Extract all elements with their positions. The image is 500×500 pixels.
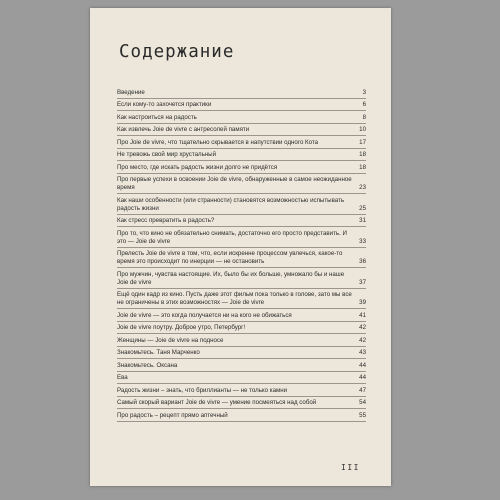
toc-entry [117,248,366,269]
toc-entry-page: 47 [359,386,366,394]
toc-entry [117,99,366,112]
toc-entry-title: Самый скорый вариант Joie de vivre — умение посмеяться над собой [117,399,317,406]
toc-entry-page: 10 [359,126,366,133]
toc-entry-title: Радость жизни – знать, что бриллианты — не только камни [117,386,288,394]
toc-entry [117,409,366,422]
toc-entry-page: 33 [359,237,366,245]
toc-entry-page: 39 [359,299,366,306]
table-of-contents [117,86,366,422]
toc-entry-page: 3 [362,88,366,96]
toc-entry-page: 54 [359,399,366,406]
toc-entry-page: 42 [359,336,366,344]
toc-entry-title: Как настроиться на радость [117,113,197,121]
toc-entry-page: 8 [362,113,366,121]
toc-entry-title: Ева [117,374,128,381]
toc-entry-title: Про радость – рецепт прямо аптечный [117,411,228,419]
toc-entry-page: 25 [359,204,366,212]
toc-entry-title: Про первые успехи в освоении Joie de vivre, обнаруженные в самое неожиданное время [117,176,352,191]
toc-entry-page: 37 [359,278,366,286]
toc-entry [117,215,366,228]
toc-entry [117,194,366,215]
toc-entry [117,124,366,137]
toc-entry-title: Joie de vivre — это когда получается ни на кого не обижаться [117,311,292,319]
toc-entry-title: Как наши особенности (или странности) становятся возможностью испытывать радость жизни [117,196,345,212]
toc-entry-page: 43 [359,349,366,356]
toc-entry [117,86,366,99]
toc-entry-page: 41 [359,311,366,319]
toc-entry-title: Если кому-то захочется практики [117,101,212,108]
toc-entry [117,384,366,397]
toc-entry-page: 17 [359,138,366,146]
toc-entry-title: Про Joie de vivre, что тщательно скрывается в напутствии одного Кота [117,138,319,146]
toc-entry [117,136,366,149]
toc-entry [117,334,366,347]
toc-entry-page: 44 [359,361,366,369]
toc-entry-title: Про мужчин, чувства настоящие. Их, было бы их больше, умножало бы и наше Joie de vivre [117,270,345,286]
toc-entry-page: 6 [362,101,366,108]
toc-entry [117,359,366,372]
toc-entry-title: Прелесть Joie de vivre в том, что, если искренне процессом увлечься, какое-то время это происходит по инерции — не остановить [117,250,343,265]
toc-entry [117,161,366,174]
toc-entry [117,397,366,410]
toc-entry-title: Женщины — Joie de vivre на подносе [117,336,224,344]
toc-entry-title: Как стресс превратить в радость? [117,217,215,224]
toc-entry [117,309,366,322]
toc-entry [117,268,366,289]
toc-entry [117,149,366,162]
toc-entry-title: Введение [117,88,145,96]
toc-entry-page: 18 [359,163,366,171]
toc-entry-title: Не тревожь свой мир хрустальный [117,151,217,158]
page-number: III [341,463,360,472]
toc-entry [117,111,366,124]
toc-entry-title: Joie de vivre поутру. Доброе утро, Петербург! [117,324,246,331]
toc-entry [117,227,366,248]
toc-entry-page: 44 [359,374,366,381]
toc-entry-page: 18 [359,151,366,158]
toc-entry [117,322,366,335]
toc-entry [117,289,366,310]
toc-entry-page: 23 [359,184,366,191]
book-page [90,8,391,486]
toc-entry [117,174,366,195]
toc-entry [117,372,366,385]
toc-entry-title: Про то, что кино не обязательно снимать, достаточно его просто представить. И это — Joie de vivre [117,229,347,245]
toc-entry [117,347,366,360]
page-title: Содержание [119,42,235,62]
toc-entry-page: 36 [359,258,366,265]
toc-entry-title: Знакомьтесь. Таня Марченко [117,349,200,356]
toc-entry-title: Знакомьтесь. Оксана [117,361,178,369]
toc-entry-page: 42 [359,324,366,331]
toc-entry-title: Ещё один кадр из кино. Пусть даже этот фильм пока только в голове, зато мы все не ограничены в этих возможностях — Joie de vivre [117,291,352,306]
toc-entry-page: 55 [359,411,366,419]
toc-entry-page: 31 [359,217,366,224]
toc-entry-title: Про место, где искать радость жизни долго не придётся [117,163,278,171]
toc-entry-title: Как извлечь Joie de vivre с антресолей памяти [117,126,250,133]
